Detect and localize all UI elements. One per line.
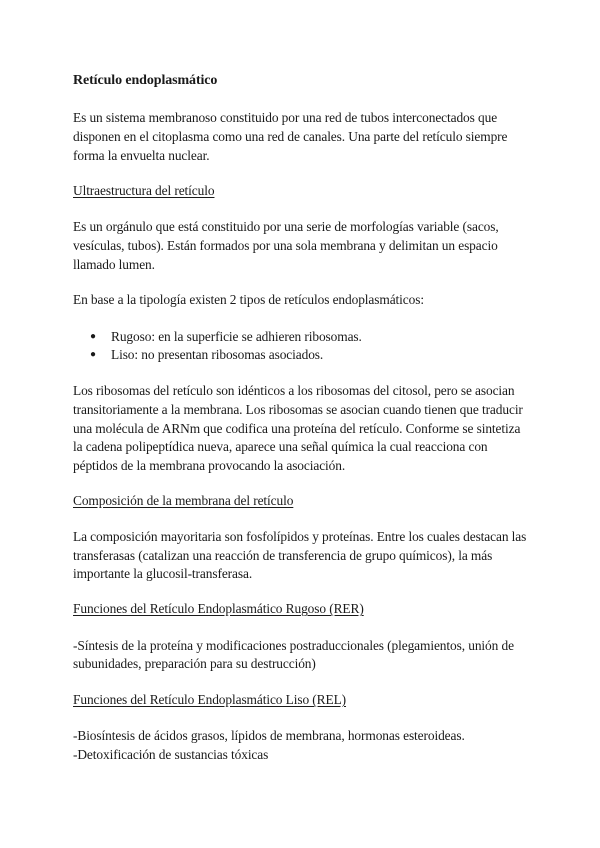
intro-line: Es un sistema membranoso constituido por una red de tubos interconectados que — [73, 110, 498, 125]
paragraph-line: péptidos de la membrana provocando la asociación. — [73, 458, 346, 473]
document-title: Retículo endoplasmático — [73, 73, 218, 88]
paragraph-line: importante la glucosil-transferasa. — [73, 566, 253, 581]
paragraph-line: -Síntesis de la proteína y modificaciones postraduccionales (plegamientos, unión de — [73, 638, 514, 653]
paragraph-line: transferasas (catalizan una reacción de transferencia de grupo químicos), la más — [73, 548, 493, 563]
paragraph-line: Los ribosomas del retículo son idénticos a los ribosomas del citosol, pero se asocian — [73, 383, 515, 398]
section-heading-rel: Funciones del Retículo Endoplasmático Liso (REL) — [73, 692, 347, 707]
paragraph-line: la cadena polipeptídica nueva, aparece una señal química la cual reacciona con — [73, 439, 488, 454]
paragraph-line: una molécula de ARNm que codifica una proteína del retículo. Conforme se sintetiza — [73, 421, 521, 436]
types-intro: En base a la tipología existen 2 tipos de retículos endoplasmáticos: — [73, 292, 424, 307]
paragraph-line: subunidades, preparación para su destrucción) — [73, 656, 316, 671]
paragraph-line: -Detoxificación de sustancias tóxicas — [73, 747, 269, 762]
section-heading-ultraestructura: Ultraestructura del retículo — [73, 183, 215, 198]
intro-line: disponen en el citoplasma como una red de canales. Una parte del retículo siempre — [73, 129, 508, 144]
bullet-icon: ● — [90, 349, 97, 360]
intro-line: forma la envuelta nuclear. — [73, 148, 210, 163]
paragraph-line: vesículas, tubos). Están formados por una sola membrana y delimitan un espacio — [73, 238, 498, 253]
paragraph-line: transitoriamente a la membrana. Los ribosomas se asocian cuando tienen que traducir — [73, 402, 523, 417]
paragraph-line: Es un orgánulo que está constituido por una serie de morfologías variable (sacos, — [73, 219, 499, 234]
paragraph-line: La composición mayoritaria son fosfolípidos y proteínas. Entre los cuales destacan las — [73, 529, 527, 544]
bullet-icon: ● — [90, 331, 97, 342]
list-item: Liso: no presentan ribosomas asociados. — [111, 347, 324, 362]
section-heading-rer: Funciones del Retículo Endoplasmático Rugoso (RER) — [73, 601, 364, 616]
paragraph-line: llamado lumen. — [73, 257, 155, 272]
section-heading-composicion: Composición de la membrana del retículo — [73, 493, 294, 508]
paragraph-line: -Biosíntesis de ácidos grasos, lípidos de membrana, hormonas esteroideas. — [73, 728, 465, 743]
list-item: Rugoso: en la superficie se adhieren ribosomas. — [111, 329, 362, 344]
